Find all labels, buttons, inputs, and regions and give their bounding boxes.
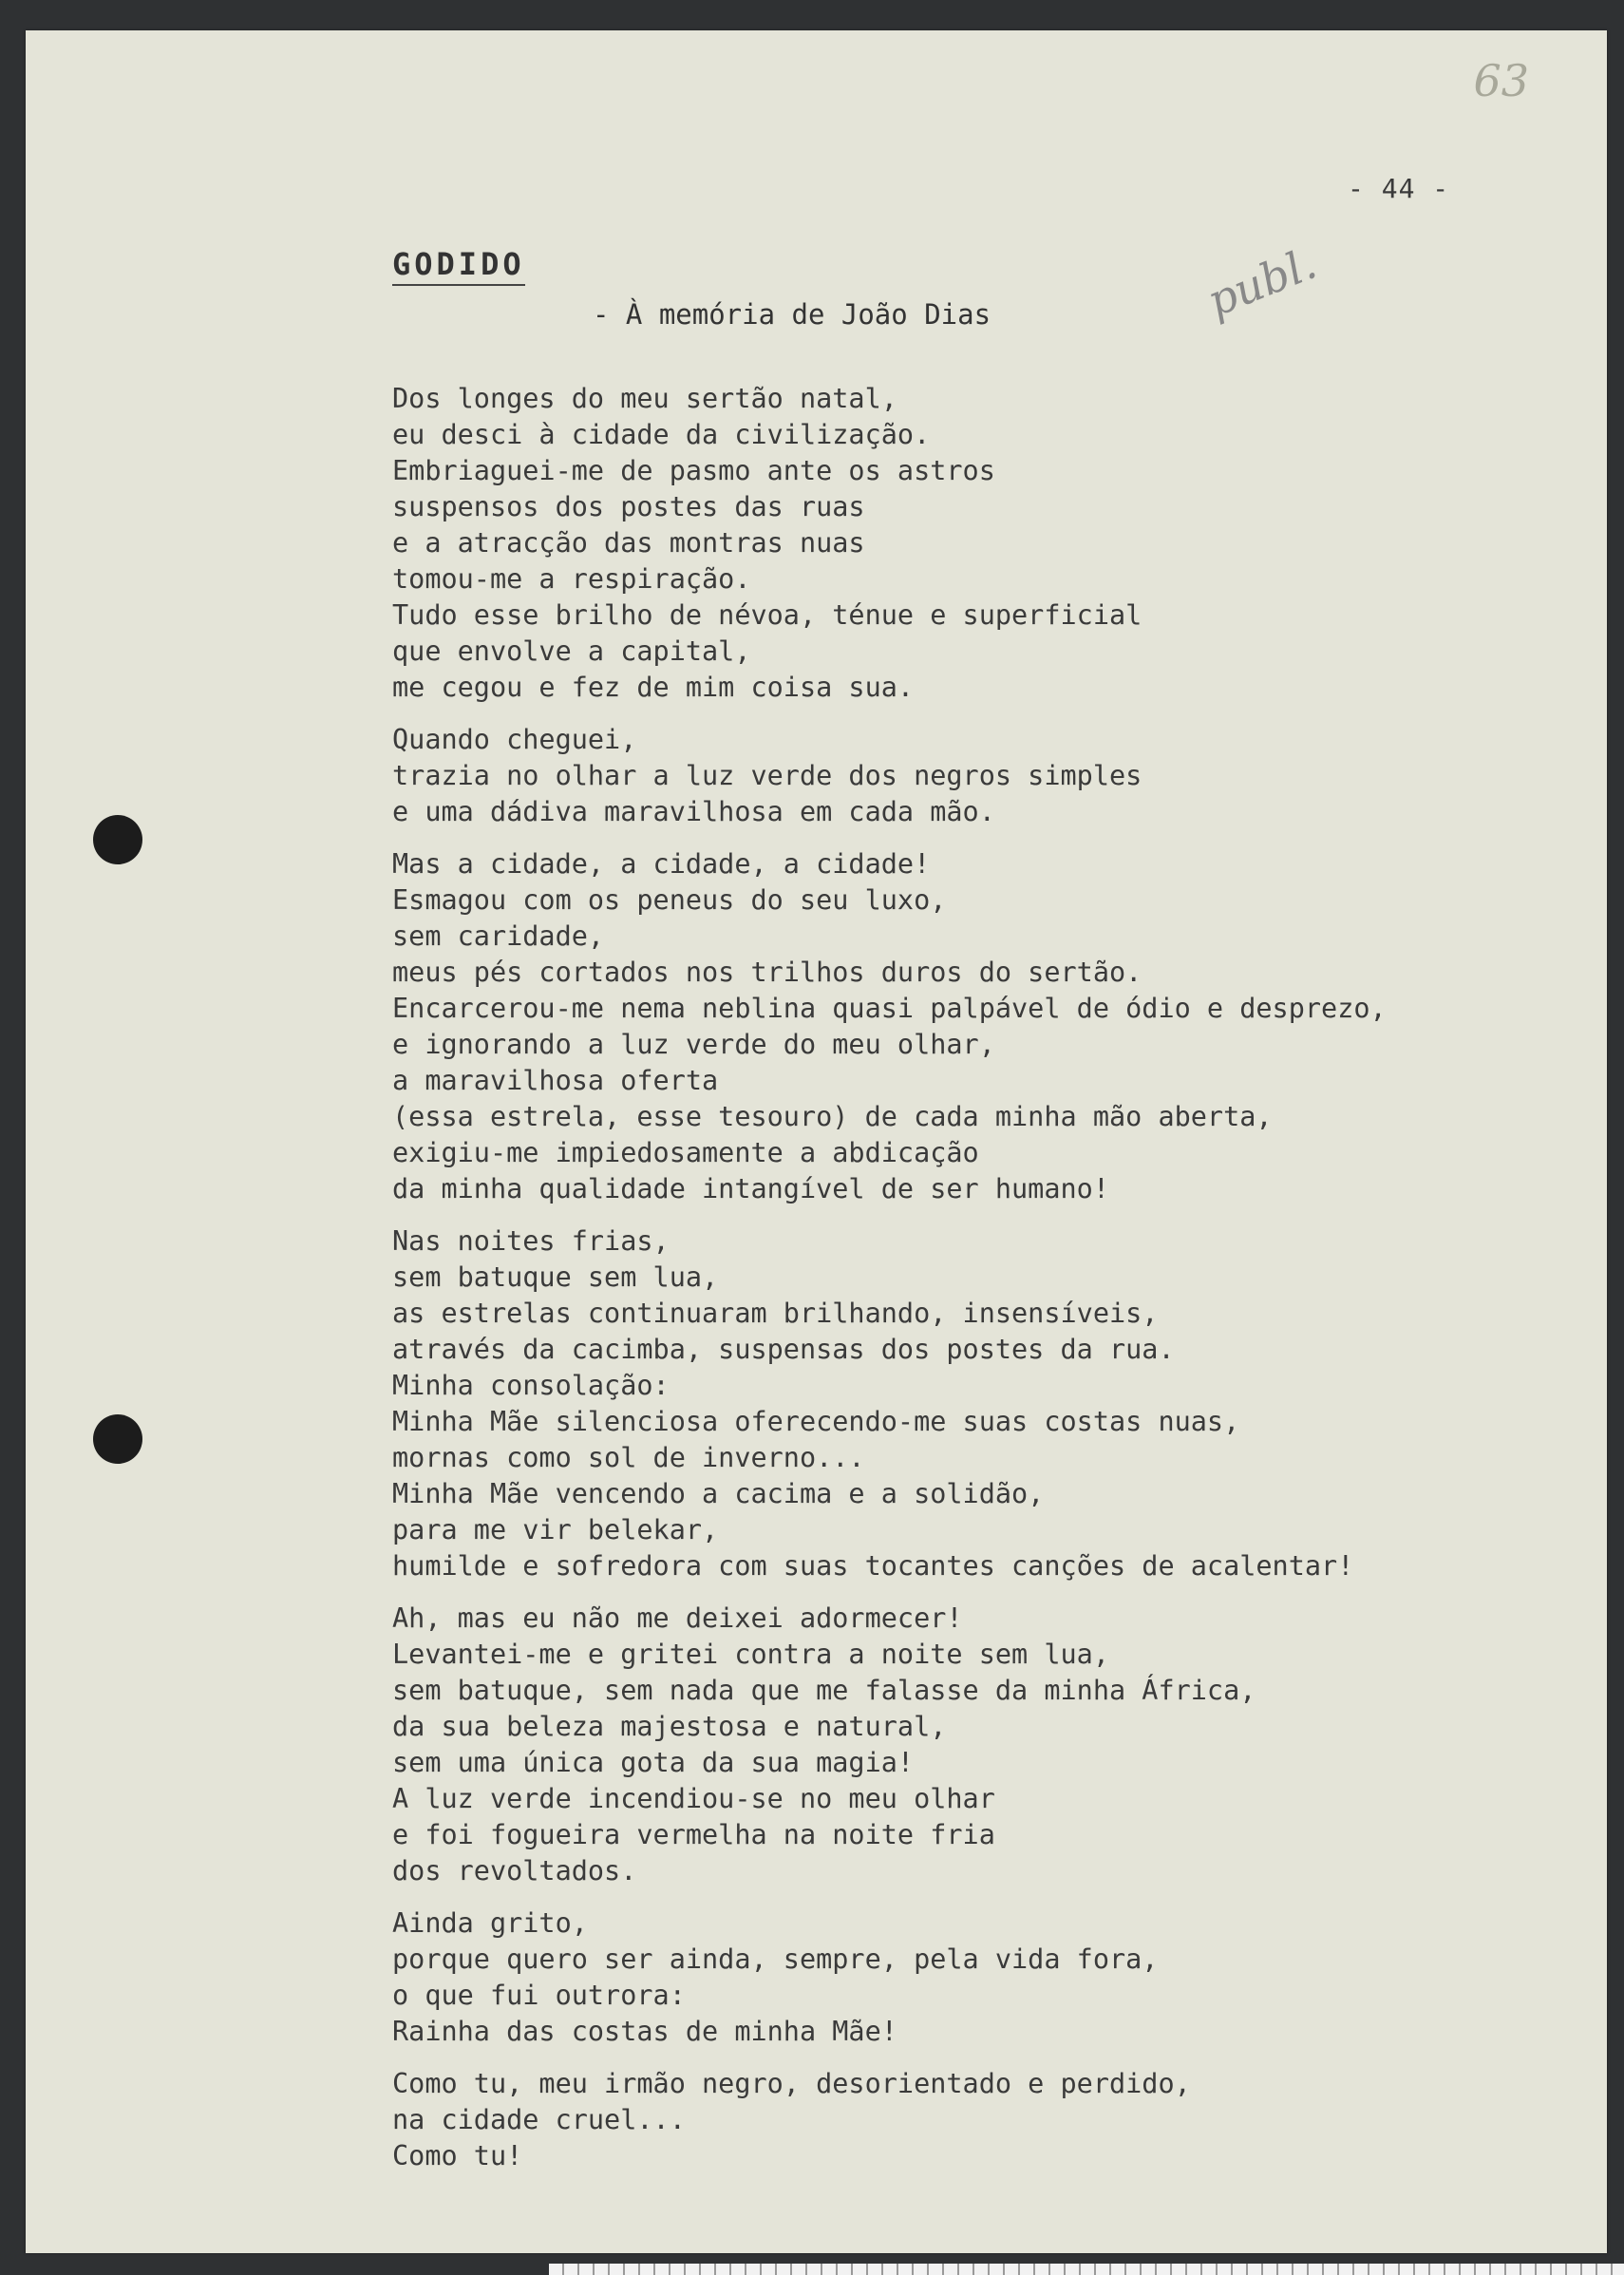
poem-line: A luz verde incendiou-se no meu olhar — [392, 1783, 995, 1814]
stanza — [392, 1905, 1513, 2050]
poem-line: Minha Mãe silenciosa oferecendo-me suas costas nuas, — [392, 1406, 1240, 1437]
punch-hole — [93, 1414, 142, 1464]
margin-note: publ. — [1199, 237, 1324, 327]
poem-line: e foi fogueira vermelha na noite fria — [392, 1819, 995, 1850]
poem-line: através da cacimba, suspensas dos postes da rua. — [392, 1334, 1175, 1365]
poem-line: suspensos dos postes das ruas — [392, 491, 865, 522]
poem-line: para me vir belekar, — [392, 1514, 719, 1545]
poem-line: Minha consolação: — [392, 1370, 670, 1401]
poem-line: o que fui outrora: — [392, 1980, 686, 2011]
poem-line: sem batuque, sem nada que me falasse da minha África, — [392, 1675, 1256, 1706]
poem-line: eu desci à cidade da civilização. — [392, 419, 931, 450]
poem-line: e uma dádiva maravilhosa em cada mão. — [392, 796, 995, 827]
poem-line: tomou-me a respiração. — [392, 563, 751, 595]
poem-title: GODIDO — [392, 246, 525, 286]
stanza — [392, 846, 1513, 1207]
poem-line: sem caridade, — [392, 920, 605, 952]
poem-line: (essa estrela, esse tesouro) de cada minha mão aberta, — [392, 1101, 1273, 1132]
poem-line: as estrelas continuaram brilhando, insensíveis, — [392, 1298, 1159, 1329]
poem-line: Ah, mas eu não me deixei adormecer! — [392, 1602, 963, 1634]
stanza — [392, 1223, 1513, 1584]
poem-line: da sua beleza majestosa e natural, — [392, 1711, 947, 1742]
poem-line: e ignorando a luz verde do meu olhar, — [392, 1029, 995, 1060]
stanza — [392, 2066, 1513, 2174]
poem-line: mornas como sol de inverno... — [392, 1442, 865, 1473]
poem-line: Levantei-me e gritei contra a noite sem lua, — [392, 1639, 1109, 1670]
poem-line: Minha Mãe vencendo a cacima e a solidão, — [392, 1478, 1045, 1509]
page-number: - 44 - — [1348, 173, 1450, 204]
poem-line: Rainha das costas de minha Mãe! — [392, 2016, 897, 2047]
poem-line: meus pés cortados nos trilhos duros do sertão. — [392, 957, 1142, 988]
punch-hole — [93, 815, 142, 864]
poem-line: Esmagou com os peneus do seu luxo, — [392, 884, 947, 916]
poem-line: Dos longes do meu sertão natal, — [392, 383, 897, 414]
poem-line: exigiu-me impiedosamente a abdicação — [392, 1137, 979, 1168]
stanza — [392, 722, 1513, 830]
poem-line: a maravilhosa oferta — [392, 1065, 719, 1096]
poem-line: Ainda grito, — [392, 1907, 588, 1939]
poem-body — [392, 381, 1513, 2190]
poem-line: trazia no olhar a luz verde dos negros simples — [392, 760, 1142, 791]
poem-line: sem batuque sem lua, — [392, 1261, 719, 1293]
poem-line: porque quero ser ainda, sempre, pela vida fora, — [392, 1943, 1159, 1975]
poem-line: Como tu, meu irmão negro, desorientado e perdido, — [392, 2068, 1191, 2099]
poem-line: e a atracção das montras nuas — [392, 527, 865, 559]
poem-line: Como tu! — [392, 2140, 523, 2171]
poem-line: humilde e sofredora com suas tocantes canções de acalentar! — [392, 1550, 1354, 1582]
poem-line: na cidade cruel... — [392, 2104, 686, 2135]
poem-line: me cegou e fez de mim coisa sua. — [392, 672, 915, 703]
stanza — [392, 1601, 1513, 1889]
poem-line: Quando cheguei, — [392, 724, 637, 755]
scale-ruler — [549, 2264, 1624, 2275]
poem-line: da minha qualidade intangível de ser humano! — [392, 1173, 1109, 1204]
poem-line: Encarcerou-me nema neblina quasi palpável de ódio e desprezo, — [392, 993, 1387, 1024]
dedication: - À memória de João Dias — [593, 298, 991, 331]
poem-line: Tudo esse brilho de névoa, ténue e superficial — [392, 599, 1142, 631]
poem-line: sem uma única gota da sua magia! — [392, 1747, 915, 1778]
poem-line: Nas noites frias, — [392, 1225, 670, 1257]
poem-line: Mas a cidade, a cidade, a cidade! — [392, 848, 931, 880]
document-page — [26, 30, 1607, 2253]
poem-line: que envolve a capital, — [392, 635, 751, 667]
folio-mark: 63 — [1473, 55, 1529, 106]
stanza — [392, 381, 1513, 706]
poem-line: dos revoltados. — [392, 1855, 637, 1886]
poem-line: Embriaguei-me de pasmo ante os astros — [392, 455, 995, 486]
